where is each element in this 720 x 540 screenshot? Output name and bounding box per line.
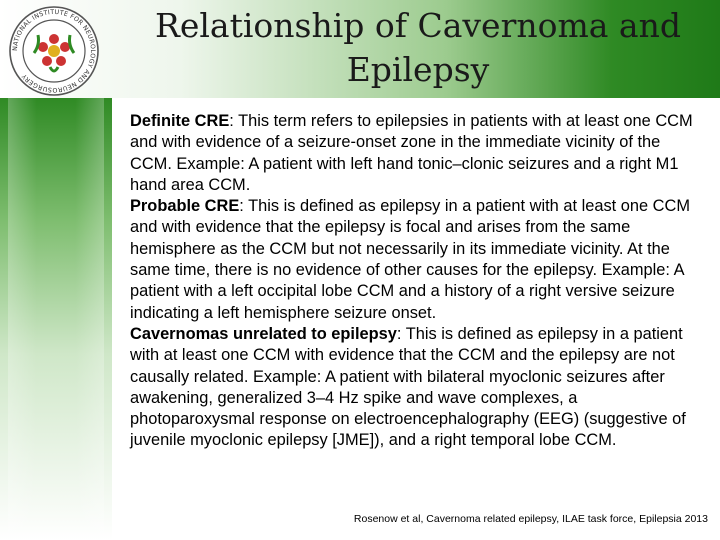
definition-text: : This term refers to epilepsies in patients with at least one CCM and with evidence of a seizure-onset zone in the immediate vicinity of the CCM. Example: A patient with left hand tonic–clonic seizures and a right M1 hand area CCM. [130, 112, 693, 194]
definition-text: : This is defined as epilepsy in a patient with at least one CCM and with evidence that the epilepsy is focal and arises from the same hemisphere as the CCM but not necessarily in its immediate vicinity. At the same time, there is no evidence of other causes for the epilepsy. Example: A patient with a left occipital lobe CCM and a history of a right versive seizure indicating a left hemisphere seizure onset. [130, 197, 690, 322]
definition-paragraph [130, 111, 698, 196]
slide-title [118, 4, 718, 92]
definition-term: Definite CRE [130, 112, 230, 130]
institute-seal-icon [8, 5, 100, 97]
definition-term: Probable CRE [130, 197, 240, 216]
left-sidebar-band [0, 98, 112, 540]
title-line-1: Relationship of Cavernoma and [155, 6, 681, 45]
institute-logo [8, 5, 100, 97]
citation: Rosenow et al, Cavernoma related epilepsy, ILAE task force, Epilepsia 2013 [353, 513, 708, 525]
logo-ring-text: NATIONAL INSTITUTE FOR NEUROLOGY AND NEUROSURGERY [11, 8, 97, 94]
definitions-body [130, 111, 698, 452]
definition-term: Cavernomas unrelated to epilepsy [130, 324, 397, 343]
title-line-2: Epilepsy [346, 50, 490, 89]
definition-text: : This is defined as epilepsy in a patient with at least one CCM with evidence that the CCM and the epilepsy are not causally related. Example: A patient with bilateral myoclonic seizures after awakening, generalized 3–4 Hz spike and wave complexes, a photoparoxysmal response on electroencephalography (EEG) (suggestive of juvenile myoclonic epilepsy [JME]), and a right temporal lobe CCM. [130, 324, 686, 450]
definition-paragraph [130, 196, 698, 324]
definition-paragraph [130, 324, 698, 452]
